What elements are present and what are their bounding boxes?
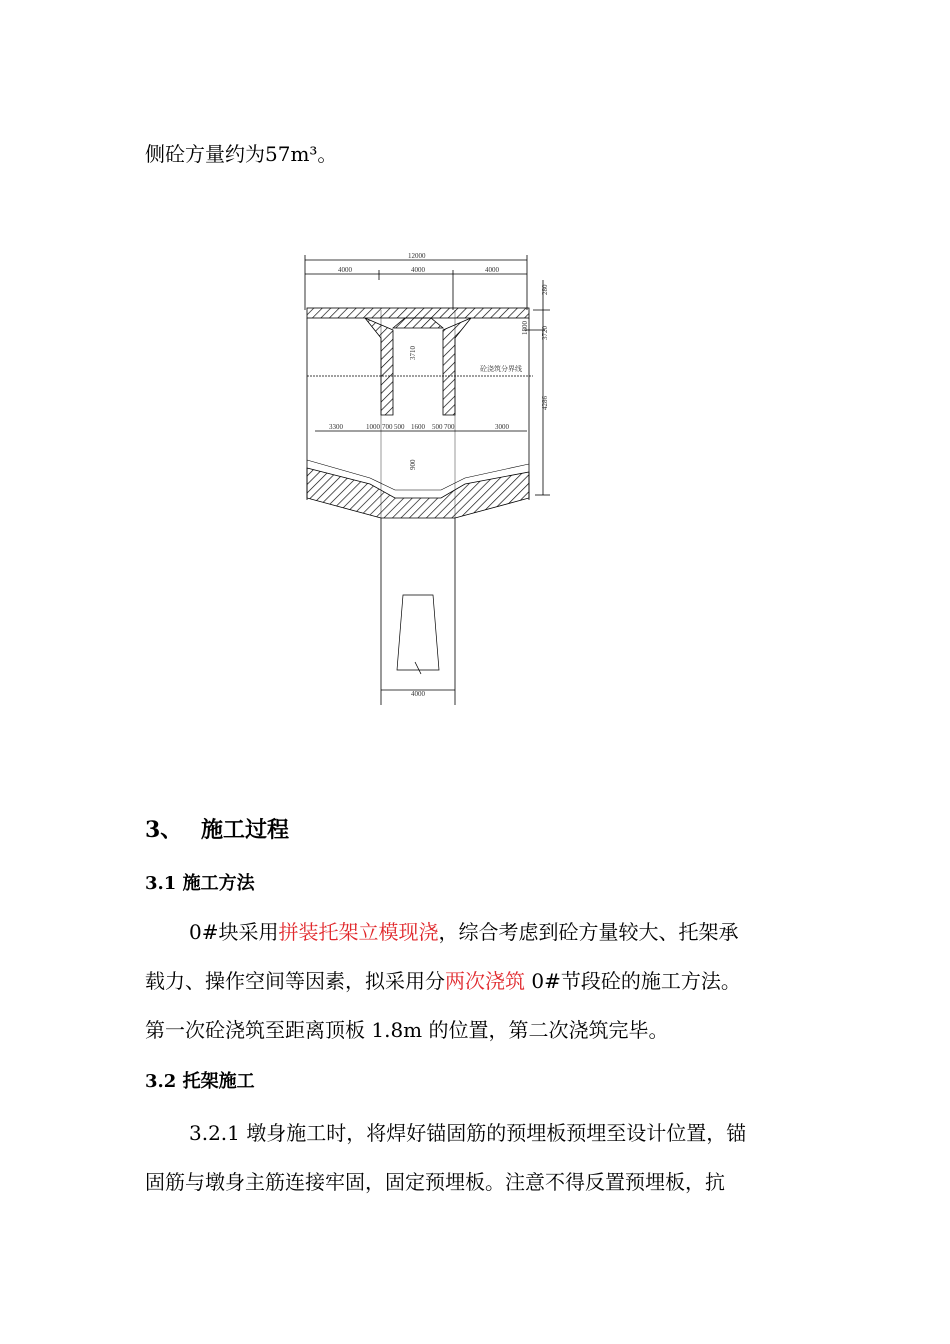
dim-inner-6: 500 — [432, 423, 443, 431]
paragraph-line-2 — [145, 969, 807, 993]
paragraph-continuation — [145, 142, 807, 166]
subheading-3-2: 3.2 托架施工 — [145, 1071, 255, 1092]
text-span: 0#块采用 — [189, 920, 279, 944]
text-span: 载力、操作空间等因素，拟采用分 — [145, 969, 445, 993]
dim-inner-8: 3000 — [495, 423, 509, 431]
text-span: 0#节段砼的施工方法。 — [525, 969, 741, 993]
dim-top-1: 4000 — [338, 266, 352, 274]
dim-inner-1: 3300 — [329, 423, 343, 431]
dim-inner-2: 1000 — [366, 423, 380, 431]
dim-total-label: 12000 — [408, 252, 426, 260]
dim-right-4: 4286 — [541, 396, 549, 410]
highlight-text: 拼装托架立模现浇 — [278, 920, 439, 944]
highlight-text: 两次浇筑 — [445, 969, 525, 993]
dim-right-3: 3720 — [541, 326, 549, 340]
dim-top-2: 4000 — [411, 266, 425, 274]
dim-inner-5: 1600 — [411, 423, 425, 431]
text-span: ，综合考虑到砼方量较大、托架承 — [438, 920, 739, 944]
dim-pier-label: 4000 — [411, 690, 425, 698]
box-girder-cross-section-drawing — [295, 250, 565, 710]
dim-bottom-mid: 900 — [409, 459, 417, 470]
dim-inner-7: 700 — [444, 423, 455, 431]
paragraph-line-5: 固筋与墩身主筋连接牢固，固定预埋板。注意不得反置预埋板，抗 — [145, 1170, 725, 1194]
pour-line-label: 砼浇筑分界线 — [480, 365, 522, 373]
section-number: 3、 — [145, 817, 183, 843]
dim-top-3: 4000 — [485, 266, 499, 274]
dim-inner-3: 700 — [382, 423, 393, 431]
paragraph-line-3: 第一次砼浇筑至距离顶板 1.8m 的位置，第二次浇筑完毕。 — [145, 1018, 669, 1042]
dim-right-2: 1800 — [521, 321, 529, 335]
section-heading-3 — [145, 818, 807, 842]
text-span: 侧砼方量约为57m³。 — [145, 142, 338, 166]
paragraph-line-4: 3.2.1 墩身施工时，将焊好锚固筋的预埋板预埋至设计位置，锚 — [189, 1121, 747, 1145]
section-title: 施工过程 — [201, 817, 290, 843]
paragraph-line-1 — [145, 920, 807, 944]
subheading-3-1: 3.1 施工方法 — [145, 873, 255, 894]
dim-inner-4: 500 — [394, 423, 405, 431]
dim-web-label: 3710 — [409, 346, 417, 360]
dim-right-1: 280 — [541, 284, 549, 295]
